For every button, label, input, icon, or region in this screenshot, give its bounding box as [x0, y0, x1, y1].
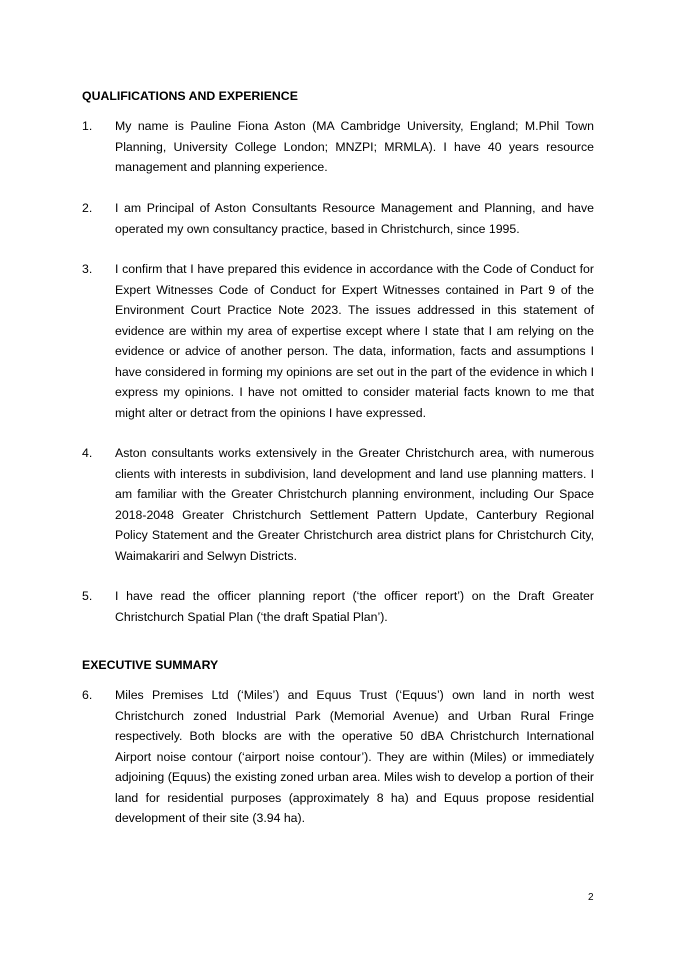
- paragraph-6: [82, 685, 594, 829]
- paragraph-text: Aston consultants works extensively in the Greater Christchurch area, with numerous clients with interests in subdivision, land development and land use planning matters. I am familiar with the Greater Christchurch planning environment, including Our Space 2018-2048 Greater Christchurch Settlement Pattern Update, Canterbury Regional Policy Statement and the Greater Christchurch area district plans for Christchurch City, Waimakariri and Selwyn Districts.: [115, 446, 594, 563]
- paragraph-5: [82, 586, 594, 627]
- paragraph-number: 2.: [82, 201, 93, 215]
- paragraph-1: [82, 116, 594, 178]
- section-heading-executive-summary: EXECUTIVE SUMMARY: [82, 658, 219, 672]
- paragraph-4: [82, 443, 594, 566]
- paragraph-3: [82, 259, 594, 423]
- paragraph-number: 5.: [82, 589, 93, 603]
- paragraph-number: 4.: [82, 446, 93, 460]
- paragraph-number: 3.: [82, 262, 93, 276]
- paragraph-text: Miles Premises Ltd (‘Miles’) and Equus Trust (‘Equus’) own land in north west Christchurch zoned Industrial Park (Memorial Avenue) and Urban Rural Fringe respectively. Both blocks are with the operative 50 dBA Christchurch International Airport noise contour (‘airport noise contour’). They are within (Miles) or immediately adjoining (Equus) the existing zoned urban area. Miles wish to develop a portion of their land for residential purposes (approximately 8 ha) and Equus propose residential development of their site (3.94 ha).: [115, 688, 594, 825]
- paragraph-text: I have read the officer planning report (‘the officer report’) on the Draft Greater Christchurch Spatial Plan (‘the draft Spatial Plan’).: [115, 589, 594, 624]
- paragraph-2: [82, 198, 594, 239]
- paragraph-text: I am Principal of Aston Consultants Resource Management and Planning, and have operated my own consultancy practice, based in Christchurch, since 1995.: [115, 201, 594, 236]
- paragraph-number: 1.: [82, 119, 93, 133]
- paragraph-text: My name is Pauline Fiona Aston (MA Cambridge University, England; M.Phil Town Planning, University College London; MNZPI; MRMLA). I have 40 years resource management and planning experience.: [115, 119, 594, 174]
- paragraph-number: 6.: [82, 688, 93, 702]
- page-number: 2: [588, 892, 594, 903]
- section-heading-qualifications: QUALIFICATIONS AND EXPERIENCE: [82, 89, 298, 103]
- paragraph-text: I confirm that I have prepared this evidence in accordance with the Code of Conduct for Expert Witnesses Code of Conduct for Expert Witnesses contained in Part 9 of the Environment Court Practice Note 2023. The issues addressed in this statement of evidence are within my area of expertise except where I state that I am relying on the evidence or advice of another person. The data, information, facts and assumptions I have considered in forming my opinions are set out in the part of the evidence in which I express my opinions. I have not omitted to consider material facts known to me that might alter or detract from the opinions I have expressed.: [115, 262, 594, 420]
